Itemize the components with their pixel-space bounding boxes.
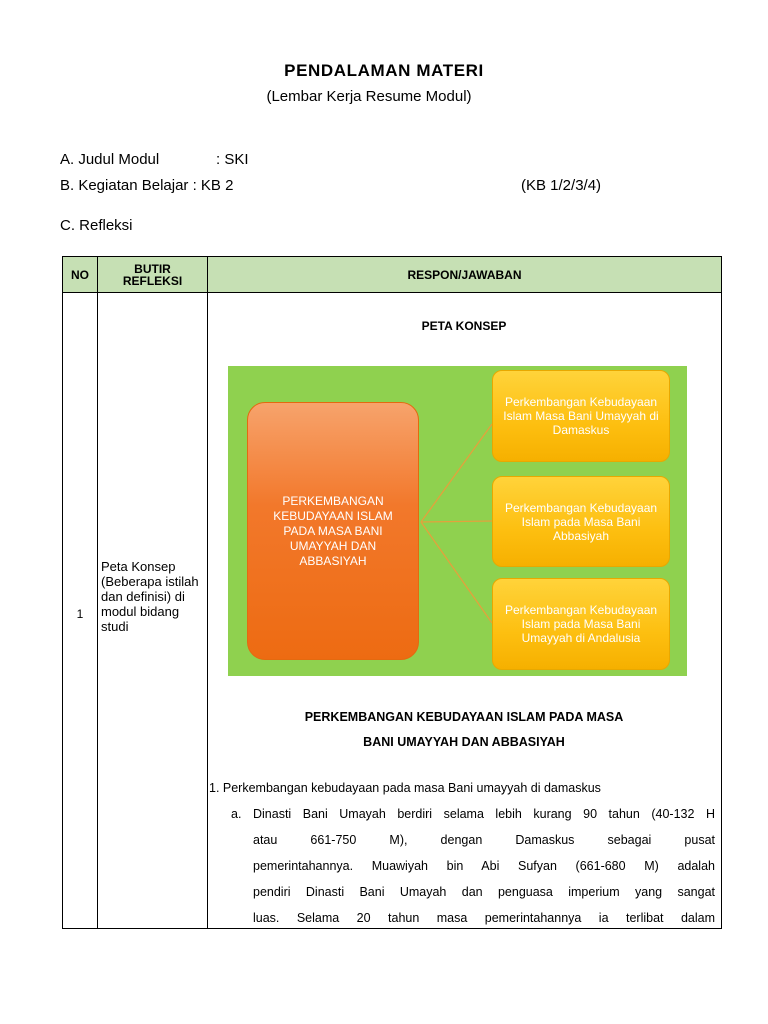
kb-options: (KB 1/2/3/4)	[521, 177, 602, 194]
point-a-paragraph	[231, 801, 715, 931]
kegiatan-belajar-row	[60, 177, 233, 194]
divider	[207, 257, 208, 928]
divider	[97, 257, 98, 928]
concept-center-box: PERKEMBANGAN KEBUDAYAAN ISLAM PADA MASA BANI UMAYYAH DAN ABBASIYAH	[247, 402, 419, 660]
kegiatan-belajar-value: : KB 2	[192, 177, 234, 194]
section-title-line-1: PERKEMBANGAN KEBUDAYAAN ISLAM PADA MASA	[304, 710, 624, 724]
paragraph-line: atau 661-750 M), dengan Damaskus sebagai pusat	[253, 833, 715, 847]
concept-branch-umayyah-andalusia: Perkembangan Kebudayaan Islam pada Masa Bani Umayyah di Andalusia	[492, 578, 670, 670]
paragraph-line: luas. Selama 20 tahun masa pemerintahannya ia terlibat dalam	[253, 911, 715, 925]
butir-refleksi-text: Peta Konsep (Beberapa istilah dan definisi) di modul bidang studi	[101, 559, 199, 634]
page-title: PENDALAMAN MATERI	[284, 61, 484, 80]
paragraph-line: Dinasti Bani Umayah berdiri selama lebih kurang 90 tahun (40-132 H	[253, 807, 715, 821]
peta-konsep-heading: PETA KONSEP	[421, 319, 507, 333]
refleksi-table	[62, 256, 722, 929]
concept-branch-umayyah-damaskus: Perkembangan Kebudayaan Islam Masa Bani Umayyah di Damaskus	[492, 370, 670, 462]
point-1: 1. Perkembangan kebudayaan pada masa Bani umayyah di damaskus	[209, 781, 601, 795]
concept-map	[228, 366, 687, 676]
judul-modul-label: A. Judul Modul	[60, 151, 160, 168]
paragraph-line: pemerintahannya. Muawiyah bin Abi Sufyan (661-680 M) adalah	[253, 859, 715, 873]
concept-branch-abbasiyah: Perkembangan Kebudayaan Islam pada Masa Bani Abbasiyah	[492, 476, 670, 567]
judul-modul-row	[60, 151, 249, 168]
kegiatan-belajar-label: B. Kegiatan Belajar	[60, 177, 189, 194]
header-respon: RESPON/JAWABAN	[407, 267, 522, 282]
page-subtitle: (Lembar Kerja Resume Modul)	[266, 88, 472, 105]
refleksi-label: C. Refleksi	[60, 217, 133, 234]
row-number: 1	[76, 607, 84, 621]
paragraph-line: pendiri Dinasti Bani Umayah dan penguasa imperium yang sangat	[253, 885, 715, 899]
judul-modul-value: : SKI	[216, 151, 249, 168]
header-butir: BUTIR REFLEKSI	[122, 261, 183, 288]
header-no: NO	[71, 267, 89, 282]
section-title-line-2: BANI UMAYYAH DAN ABBASIYAH	[363, 735, 565, 749]
point-a-label: a.	[231, 807, 242, 821]
